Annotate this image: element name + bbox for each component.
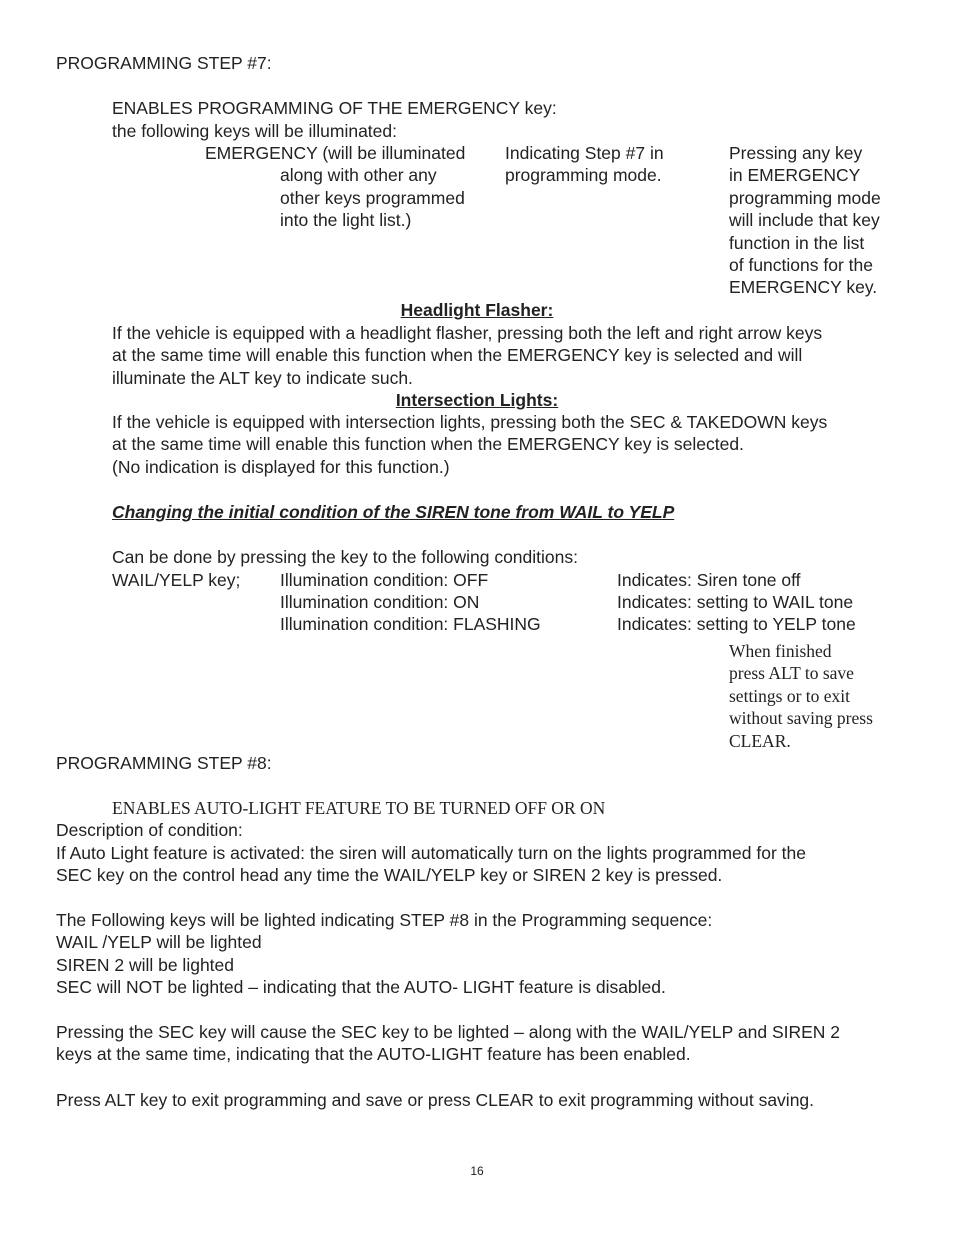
step8-lighted: [56, 909, 712, 999]
siren-finished-line: When finished: [729, 641, 832, 661]
step8-description-line: SEC key on the control head any time the WAIL/YELP key or SIREN 2 key is pressed.: [56, 865, 723, 886]
step7-following: the following keys will be illuminated:: [112, 121, 397, 141]
step8-lighted-line: SEC will NOT be lighted – indicating that the AUTO- LIGHT feature is disabled.: [56, 977, 666, 998]
step7-col1-line: along with other any: [280, 165, 437, 185]
step7-col3-line: will include that key: [729, 210, 880, 231]
step7-col3-line: in EMERGENCY: [729, 165, 861, 186]
headlight-line: at the same time will enable this function when the EMERGENCY key is selected and will: [112, 345, 803, 366]
siren-condition: Illumination condition: ON: [280, 592, 480, 612]
step7-col3-line: Pressing any key: [729, 143, 863, 163]
step7-col1-line: other keys programmed: [280, 188, 465, 208]
siren-key-label: WAIL/YELP key;: [112, 570, 241, 590]
step7-col3-line: programming mode: [729, 187, 881, 208]
siren-finished-line: without saving press: [729, 708, 873, 729]
siren-condition: Illumination condition: OFF: [280, 570, 489, 590]
step7-col2: [505, 142, 664, 187]
step7-col3-line: of functions for the: [729, 255, 873, 276]
intersection-line: If the vehicle is equipped with intersection lights, pressing both the SEC & TAKEDOWN keys: [112, 412, 828, 432]
step7-col3: [729, 142, 881, 299]
headlight-line: If the vehicle is equipped with a headlight flasher, pressing both the left and right arrow keys: [112, 323, 823, 343]
siren-finished-line: settings or to exit: [729, 685, 851, 706]
step7-col3-line: EMERGENCY key.: [729, 277, 878, 298]
page-number: 16: [470, 1164, 484, 1178]
step8-exit: Press ALT key to exit programming and save or press CLEAR to exit programming without saving.: [56, 1090, 815, 1110]
siren-heading: Changing the initial condition of the SIREN tone from WAIL to YELP: [112, 502, 675, 522]
intersection-line: at the same time will enable this function when the EMERGENCY key is selected.: [112, 434, 744, 455]
intersection-heading: Intersection Lights:: [395, 390, 559, 410]
siren-intro: Can be done by pressing the key to the following conditions:: [112, 547, 578, 567]
step7-col3-line: function in the list: [729, 232, 865, 253]
siren-indicates: Indicates: Siren tone off: [617, 570, 801, 590]
headlight-heading: Headlight Flasher:: [400, 300, 554, 320]
step8-pressing-line: Pressing the SEC key will cause the SEC key to be lighted – along with the WAIL/YELP and SIREN 2: [56, 1022, 841, 1042]
step8-pressing-line: keys at the same time, indicating that the AUTO-LIGHT feature has been enabled.: [56, 1044, 691, 1065]
intersection-line: (No indication is displayed for this function.): [112, 456, 450, 477]
step8-lighted-line: WAIL /YELP will be lighted: [56, 932, 262, 953]
step7-title: PROGRAMMING STEP #7:: [56, 53, 272, 73]
step7-col1-line: EMERGENCY (will be illuminated: [205, 143, 466, 163]
siren-condition: Illumination condition: FLASHING: [280, 614, 541, 634]
headlight-paragraph: [112, 322, 822, 389]
step7-enables: ENABLES PROGRAMMING OF THE EMERGENCY key:: [112, 98, 557, 118]
step8-description-label: Description of condition:: [56, 820, 243, 840]
step7-col2-line: Indicating Step #7 in: [505, 143, 664, 163]
intersection-paragraph: [112, 411, 827, 478]
step8-title: PROGRAMMING STEP #8:: [56, 753, 272, 773]
step8-description: [56, 842, 806, 887]
siren-indicates: Indicates: setting to WAIL tone: [617, 592, 854, 612]
headlight-line: illuminate the ALT key to indicate such.: [112, 367, 413, 388]
step7-col1-line: into the light list.): [280, 210, 412, 230]
step8-description-line: If Auto Light feature is activated: the siren will automatically turn on the lights programmed for the: [56, 843, 806, 863]
siren-finished-line: press ALT to save: [729, 663, 854, 684]
step8-pressing: [56, 1021, 840, 1066]
step7-col2-line: programming mode.: [505, 165, 662, 186]
step8-lighted-line: The Following keys will be lighted indicating STEP #8 in the Programming sequence:: [56, 910, 713, 930]
siren-indicates: Indicates: setting to YELP tone: [617, 614, 856, 634]
siren-finished-line: CLEAR.: [729, 730, 791, 751]
step8-lighted-line: SIREN 2 will be lighted: [56, 954, 234, 975]
siren-finished-note: [729, 640, 873, 752]
step8-enables: ENABLES AUTO-LIGHT FEATURE TO BE TURNED OFF OR ON: [112, 798, 606, 818]
